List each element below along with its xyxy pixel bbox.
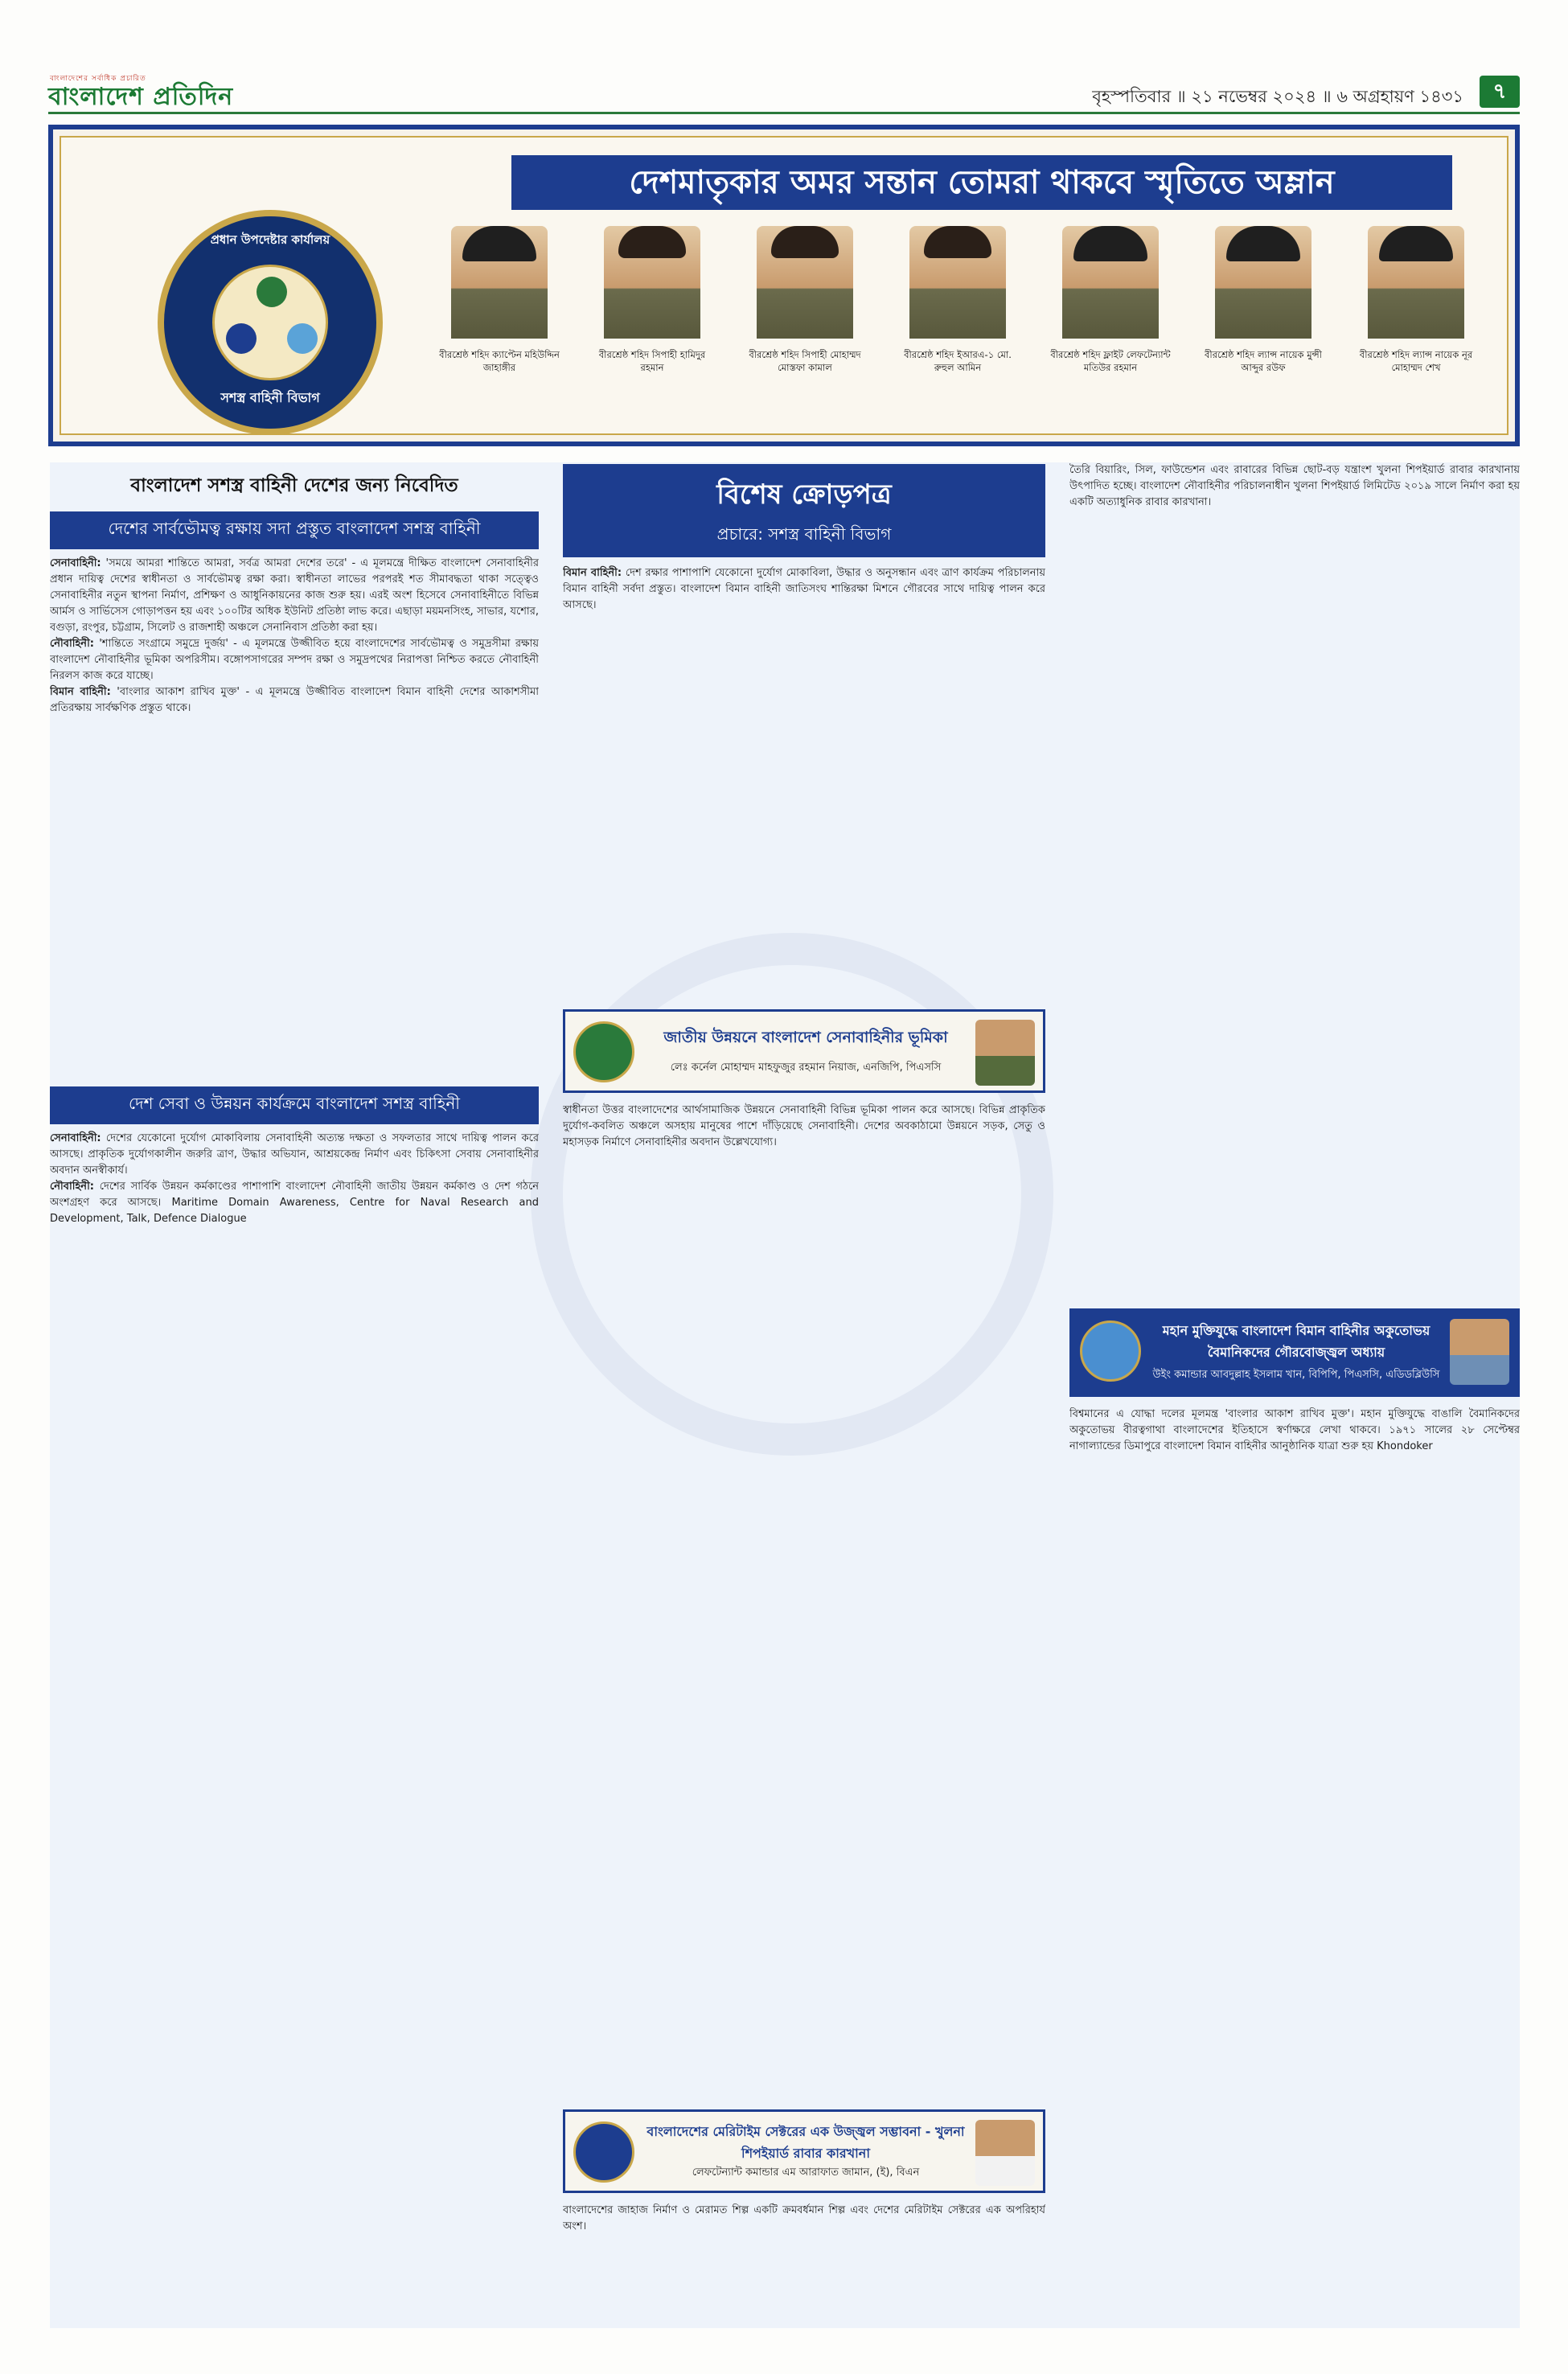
article-body (563, 1103, 1045, 2100)
banner-frame (60, 136, 1508, 435)
hero-name: বীরশ্রেষ্ঠ শহিদ সিপাহী হামিদুর রহমান (598, 349, 706, 373)
hero-portraits (439, 226, 1500, 419)
paragraph: বিশ্বমানের এ যোদ্ধা দলের মূলমন্ত্র 'বাংলার আকাশ রাখিব মুক্ত'। মহান মুক্তিযুদ্ধে বাঙালি বৈমানিকদের অকুতোভয় বীরত্বগাথা বাংলাদেশের ইতিহাসে স্বর্ণাক্ষরে লেখা থাকবে। ১৯৭১ সালের ২৮ সেপ্টেম্বর নাগাল্যান্ডের ডিমাপুরে বাংলাদেশ বিমান বাহিনীর আনুষ্ঠানিক যাত্রা শুরু হয় Khondoker (1069, 1408, 1520, 1452)
article-box-header (563, 2109, 1045, 2193)
article-body (563, 565, 1045, 1000)
article-box-header (563, 1009, 1045, 1093)
paragraph: 'শান্তিতে সংগ্রামে সমুদ্রে দুর্জয়' - এ মূলমন্ত্রে উজ্জীবিত হয়ে বাংলাদেশের সার্বভৌমত্ব ও সমুদ্রসীমা রক্ষায় বাংলাদেশ নৌবাহিনীর ভূমিকা অপরিসীম। বঙ্গোপসাগরের সম্পদ রক্ষা ও সমুদ্রপথের নিরাপত্তা নিশ্চিত করতে নৌবাহিনী নিরলস কাজ করে যাচ্ছে। (50, 638, 539, 682)
logo-kicker: বাংলাদেশের সর্বাধিক প্রচারিত (50, 75, 146, 83)
dateline: বৃহস্পতিবার ॥ ২১ নভেম্বর ২০২৪ ॥ ৬ অগ্রহায়ণ ১৪৩১ (1092, 87, 1463, 106)
para-lead: সেনাবাহিনী: (50, 557, 101, 569)
para-lead: বিমান বাহিনী: (563, 567, 622, 579)
hero-name: বীরশ্রেষ্ঠ শহিদ ল্যান্স নায়েক নূর মোহাম্মদ শেখ (1359, 349, 1473, 373)
hero-card (1050, 226, 1171, 374)
masthead (48, 72, 1520, 114)
hero-portrait (1368, 226, 1464, 339)
supplement-subtitle: প্রচারে: সশস্ত্র বাহিনী বিভাগ (716, 524, 892, 544)
armed-forces-division-emblem-icon (158, 210, 383, 435)
hero-portrait (1062, 226, 1159, 339)
article-body (50, 556, 539, 1070)
article-box-header (1069, 1308, 1520, 1397)
hero-portrait (909, 226, 1006, 339)
author-photo (975, 2120, 1035, 2186)
tribute-banner (48, 125, 1520, 446)
box-title: জাতীয় উন্নয়নে বাংলাদেশ সেনাবাহিনীর ভূমিকা (663, 1029, 948, 1046)
navy-badge-icon (226, 323, 257, 354)
paragraph: দেশ রক্ষার পাশাপাশি যেকোনো দুর্যোগ মোকাবিলা, উদ্ধার ও অনুসন্ধান এবং ত্রাণ কার্যক্রম পরিচালনায় বিমান বাহিনী সর্বদা প্রস্তুত। বাংলাদেশ বিমান বাহিনী জাতিসংঘ শান্তিরক্ষা মিশনে গৌরবের সাথে দায়িত্ব পালন করে আসছে। (563, 567, 1045, 611)
special-supplement-header (563, 464, 1045, 557)
paragraph: 'সময়ে আমরা শান্তিতে আমরা, সর্বত্র আমরা দেশের তরে' - এ মূলমন্ত্রে দীক্ষিত বাংলাদেশ সেনাবাহিনীর প্রধান দায়িত্ব দেশের স্বাধীনতা ও সার্বভৌমত্ব রক্ষা করা। স্বাধীনতা লাভের পরপরই শত সীমাবদ্ধতা থাকা সত্ত্বেও সেনাবাহিনীর নতুন স্থাপনা নির্মাণ, প্রশিক্ষণ ও আধুনিকায়নের কাজ শুরু হয়। এরই অংশ হিসেবে সেনাবাহিনীতে বিভিন্ন আর্মস ও সার্ভিসেস গোড়াপত্তন হয় এবং ১০০টির অধিক ইউনিট প্রতিষ্ঠা লাভ করে। এছাড়া ময়মনসিংহ, সাভার, যশোর, বগুড়া, রংপুর, চট্টগ্রাম, সিলেট ও রাজশাহী অঞ্চলে সেনানিবাস প্রতিষ্ঠা করা হয়। (50, 557, 539, 634)
supplement-title: বিশেষ ক্রোড়পত্র (716, 478, 892, 511)
article-body (1069, 1407, 1520, 2315)
paragraph: 'বাংলার আকাশ রাখিব মুক্ত' - এ মূলমন্ত্রে উজ্জীবিত বাংলাদেশ বিমান বাহিনী দেশের আকাশসীমা প্রতিরক্ষায় সার্বক্ষণিক প্রস্তুত থাকে। (50, 686, 539, 714)
box-byline: উইং কমান্ডার আবদুল্লাহ ইসলাম খান, বিপিপি, পিএসসি, এডিডব্লিউসি (1152, 1369, 1440, 1381)
column-left (50, 462, 539, 1879)
hero-name: বীরশ্রেষ্ঠ শহিদ ফ্লাইট লেফটেন্যান্ট মতিউর রহমান (1050, 349, 1171, 373)
hero-card (592, 226, 712, 374)
hero-name: বীরশ্রেষ্ঠ শহিদ সিপাহী মোহাম্মদ মোস্তফা কামাল (749, 349, 861, 373)
column-right (1069, 462, 1520, 2315)
article-body (50, 1131, 539, 1879)
column-middle (563, 462, 1045, 2299)
navy-logo-icon (573, 2121, 634, 2183)
paragraph: দেশের সার্বিক উন্নয়ন কর্মকাণ্ডের পাশাপাশি বাংলাদেশ নৌবাহিনী জাতীয় উন্নয়ন কর্মকাণ্ড ও দেশ গঠনে অংশগ্রহণ করে আসছে। Maritime Domain Awareness, Centre for Naval Research and Development, Talk, Defence Dialogue (50, 1181, 539, 1225)
hero-portrait (451, 226, 548, 339)
hero-card (745, 226, 865, 374)
para-lead: নৌবাহিনী: (50, 1181, 94, 1193)
hero-card (439, 226, 560, 374)
paragraph: স্বাধীনতা উত্তর বাংলাদেশের আর্থসামাজিক উন্নয়নে সেনাবাহিনী বিভিন্ন ভূমিকা পালন করে আসছে। বিভিন্ন প্রাকৃতিক দুর্যোগ-কবলিত অঞ্চলে অসহায় মানুষের পাশে দাঁড়িয়েছে সেনাবাহিনী। দেশের অবকাঠামো উন্নয়নে সড়ক, সেতু ও মহাসড়ক নির্মাণে সেনাবাহিনীর অবদান উল্লেখযোগ্য। (563, 1104, 1045, 1148)
paragraph: দেশের যেকোনো দুর্যোগ মোকাবিলায় সেনাবাহিনী অত্যন্ত দক্ষতা ও সফলতার সাথে দায়িত্ব পালন করে আসছে। প্রাকৃতিক দুর্যোগকালীন জরুরি ত্রাণ, উদ্ধার অভিযান, আশ্রয়কেন্দ্র নির্মাণ এবং চিকিৎসা সেবায় সেনাবাহিনীর অবদান অনস্বীকার্য। (50, 1132, 539, 1177)
hero-portrait (604, 226, 700, 339)
hero-name: বীরশ্রেষ্ঠ শহিদ ল্যান্স নায়েক মুন্সী আব্দুর রউফ (1205, 349, 1322, 373)
article-body (563, 2203, 1045, 2299)
author-photo (1450, 1319, 1509, 1385)
para-lead: নৌবাহিনী: (50, 638, 94, 650)
hero-name: বীরশ্রেষ্ঠ শহিদ ইআরএ-১ মো. রুহুল আমিন (904, 349, 1012, 373)
paragraph: তৈরি বিয়ারিং, সিল, ফাউন্ডেশন এবং রাবারের বিভিন্ন ছোট-বড় যন্ত্রাংশ খুলনা শিপইয়ার্ড রাবার কারখানায় উৎপাদিত হচ্ছে। বাংলাদেশ নৌবাহিনীর পরিচালনাধীন খুলনা শিপইয়ার্ড লিমিটেড ২০১৯ সালে নির্মাণ করা হয় একটি অত্যাধুনিক রাবার কারখানা। (1069, 464, 1520, 508)
box-byline: লেফটেন্যান্ট কমান্ডার এম আরাফাত জামান, (ই), বিএন (692, 2167, 920, 2179)
emblem-core (212, 265, 328, 380)
hero-card (897, 226, 1018, 374)
emblem-top-text: প্রধান উপদেষ্টার কার্যালয় (210, 232, 330, 247)
emblem-bottom-text: সশস্ত্র বাহিনী বিভাগ (220, 390, 320, 405)
paragraph: বাংলাদেশের জাহাজ নির্মাণ ও মেরামত শিল্প একটি ক্রমবর্ধমান শিল্প এবং দেশের মেরিটাইম সেক্টরের এক অপরিহার্য অংশ। (563, 2204, 1045, 2232)
army-logo-icon (573, 1021, 634, 1082)
section-bar: দেশ সেবা ও উন্নয়ন কার্যক্রমে বাংলাদেশ সশস্ত্র বাহিনী (50, 1086, 539, 1124)
box-title: মহান মুক্তিযুদ্ধে বাংলাদেশ বিমান বাহিনীর অকুতোভয় বৈমানিকদের গৌরবোজ্জ্বল অধ্যায় (1162, 1323, 1430, 1360)
hero-portrait (1215, 226, 1311, 339)
box-byline: লেঃ কর্নেল মোহাম্মদ মাহফুজুর রহমান নিয়াজ, এনজিপি, পিএসসি (670, 1062, 942, 1074)
article-body (1069, 462, 1520, 1299)
hero-name: বীরশ্রেষ্ঠ শহিদ ক্যাপ্টেন মহিউদ্দিন জাহাঙ্গীর (439, 349, 560, 373)
hero-card (1356, 226, 1476, 374)
airforce-badge-icon (287, 323, 318, 354)
army-badge-icon (257, 277, 287, 307)
newspaper-logo[interactable] (48, 77, 233, 118)
article-heading: বাংলাদেশ সশস্ত্র বাহিনী দেশের জন্য নিবেদিত (130, 475, 458, 496)
para-lead: বিমান বাহিনী: (50, 686, 111, 698)
box-title: বাংলাদেশের মেরিটাইম সেক্টরের এক উজ্জ্বল সম্ভাবনা - খুলনা শিপইয়ার্ড রাবার কারখানা (646, 2124, 965, 2161)
hero-card (1203, 226, 1324, 374)
brand-name: বাংলাদেশ প্রতিদিন (48, 83, 234, 111)
hero-portrait (757, 226, 853, 339)
page-number: ৭ (1480, 76, 1520, 108)
airforce-logo-icon (1080, 1320, 1141, 1382)
para-lead: সেনাবাহিনী: (50, 1132, 101, 1144)
section-bar: দেশের সার্বভৌমত্ব রক্ষায় সদা প্রস্তুত বাংলাদেশ সশস্ত্র বাহিনী (50, 511, 539, 549)
author-photo (975, 1020, 1035, 1086)
banner-title: দেশমাতৃকার অমর সন্তান তোমরা থাকবে স্মৃতিতে অম্লান (511, 155, 1452, 210)
